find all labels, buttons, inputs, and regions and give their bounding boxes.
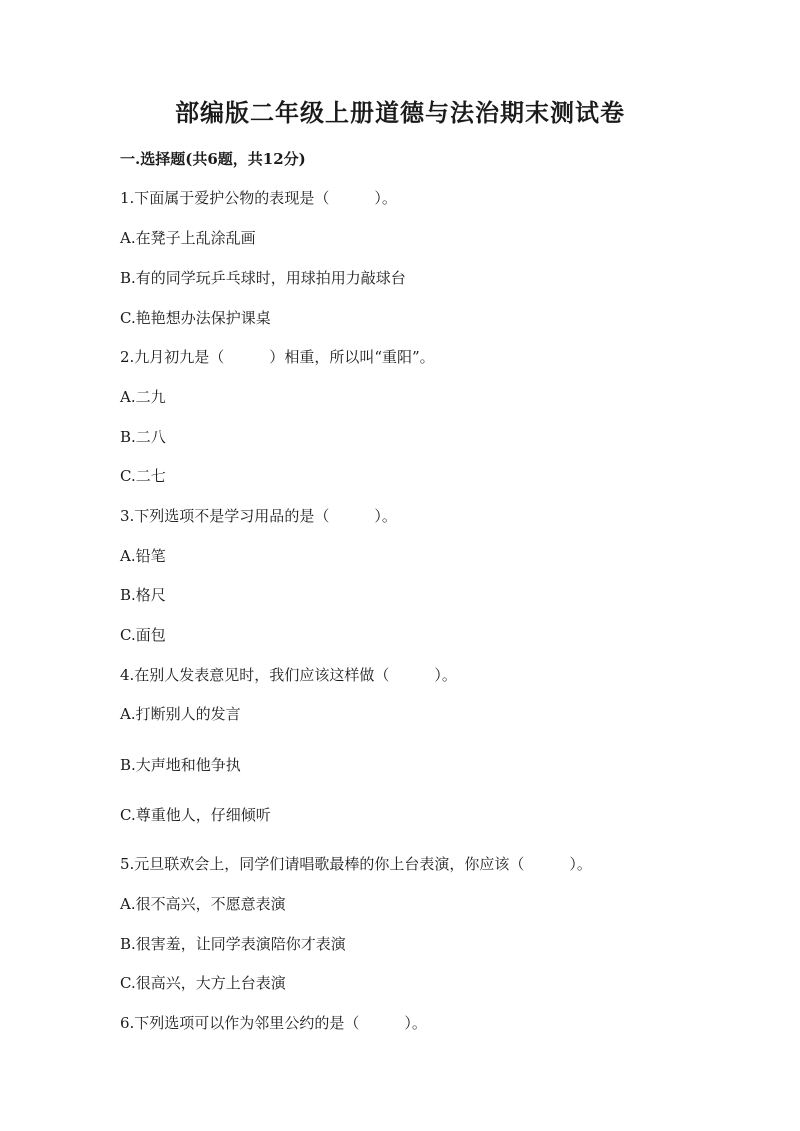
question-3-option-b: B.格尺 <box>120 586 166 604</box>
question-2-option-a: A.二九 <box>120 388 166 406</box>
question-1-option-b: B.有的同学玩乒乓球时，用球拍用力敲球台 <box>120 269 406 287</box>
question-5-stem: 5.元旦联欢会上，同学们请唱歌最棒的你上台表演，你应该（ ）。 <box>120 855 592 873</box>
question-5-option-b: B.很害羞，让同学表演陪你才表演 <box>120 935 346 953</box>
question-2-option-b: B.二八 <box>120 428 166 446</box>
question-4-option-b: B.大声地和他争执 <box>120 756 241 774</box>
question-6-stem: 6.下列选项可以作为邻里公约的是（ ）。 <box>120 1014 427 1032</box>
question-4-option-a: A.打断别人的发言 <box>120 705 241 723</box>
section-heading: 一.选择题(共6题，共12分) <box>120 150 306 168</box>
question-1-option-c: C.艳艳想办法保护课桌 <box>120 309 271 327</box>
question-3-option-a: A.铅笔 <box>120 547 166 565</box>
question-4-option-c: C.尊重他人，仔细倾听 <box>120 806 271 824</box>
question-2-stem: 2.九月初九是（ ）相重，所以叫“重阳”。 <box>120 348 435 366</box>
question-3-option-c: C.面包 <box>120 626 166 644</box>
question-3-stem: 3.下列选项不是学习用品的是（ ）。 <box>120 507 397 525</box>
page-title: 部编版二年级上册道德与法治期末测试卷 <box>175 98 625 127</box>
question-5-option-a: A.很不高兴，不愿意表演 <box>120 895 286 913</box>
question-4-stem: 4.在别人发表意见时，我们应该这样做（ ）。 <box>120 666 457 684</box>
question-5-option-c: C.很高兴，大方上台表演 <box>120 974 286 992</box>
question-1-stem: 1.下面属于爱护公物的表现是（ ）。 <box>120 189 397 207</box>
question-2-option-c: C.二七 <box>120 467 166 485</box>
question-1-option-a: A.在凳子上乱涂乱画 <box>120 229 256 247</box>
